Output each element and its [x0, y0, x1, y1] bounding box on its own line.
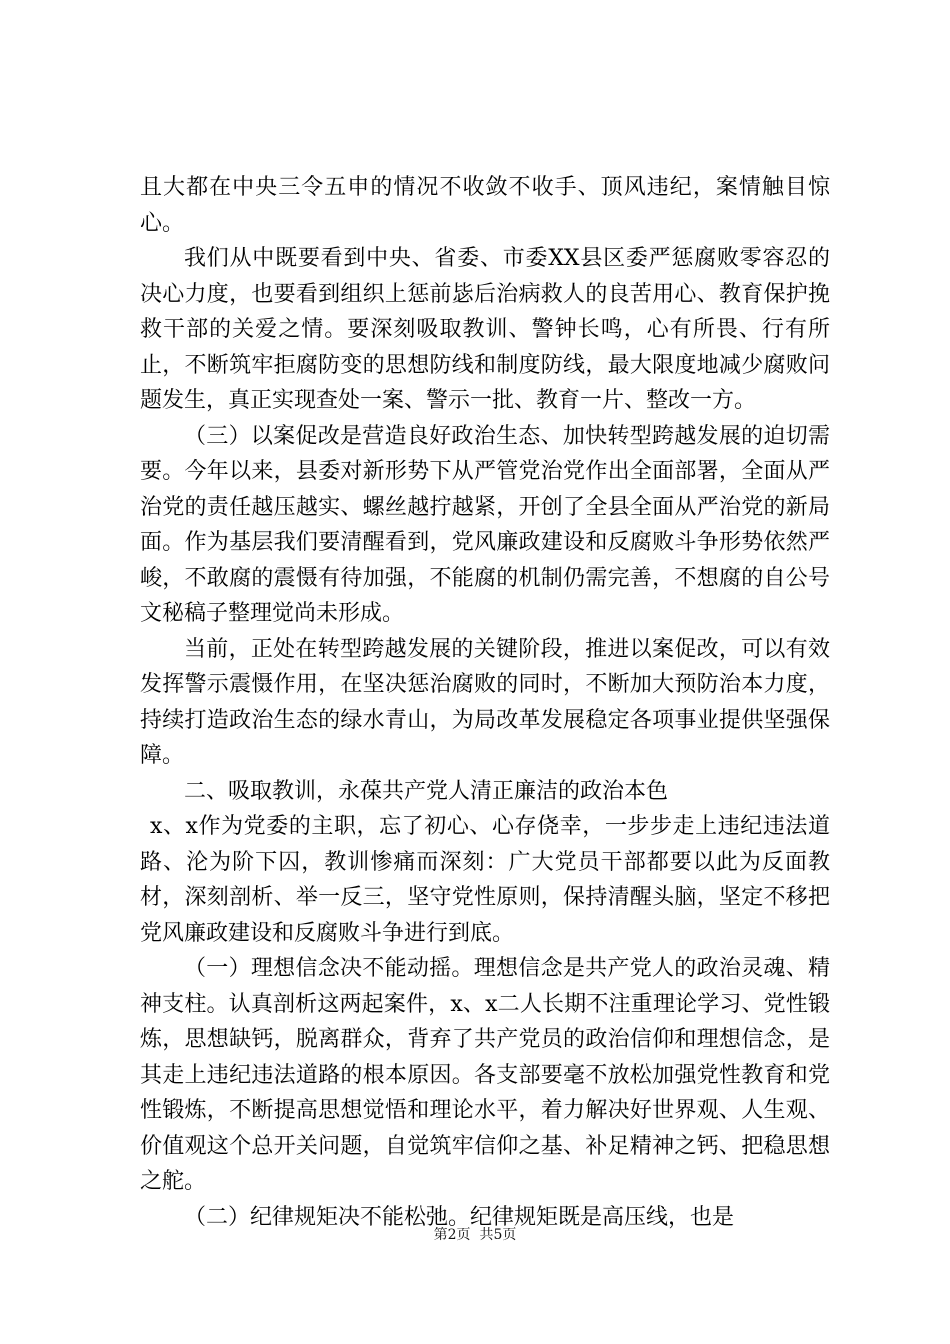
paragraph: 我们从中既要看到中央、省委、市委XX县区委严惩腐败零容忍的决心力度，也要看到组织上惩前毖后治病救人的良苦用心、教育保护挽救干部的关爱之情。要深刻吸取教训、警钟长鸣，心有所畏、行有所止，不断筑牢拒腐防变的思想防线和制度防线，最大限度地减少腐败问题发生，真正实现查处一案、警示一批、教育一片、整改一方。: [140, 246, 830, 413]
paragraph: （二）纪律规矩决不能松弛。纪律规矩既是高压线，也是: [184, 1204, 735, 1230]
paragraph: 当前，正处在转型跨越发展的关键阶段，推进以案促改，可以有效发挥警示震慑作用，在坚决惩治腐败的同时，不断加大预防治本力度，持续打造政治生态的绿水青山，为局改革发展稳定各项事业提供坚强保障。: [140, 636, 830, 768]
paragraph: （一）理想信念决不能动摇。理想信念是共产党人的政治灵魂、精神支柱。认真剖析这两起案件，x、x二人长期不注重理论学习、党性锻炼，思想缺钙，脱离群众，背弃了共产党员的政治信仰和理想信念，是其走上违纪违法道路的根本原因。各支部要毫不放松加强党性教育和党性锻炼，不断提高思想觉悟和理论水平，着力解决好世界观、人生观、价值观这个总开关问题，自觉筑牢信仰之基、补足精神之钙、把稳思想之舵。: [140, 956, 830, 1194]
paragraph: x、x作为党委的主职，忘了初心、心存侥幸，一步步走上违纪违法道路、沦为阶下囚，教训惨痛而深刻：广大党员干部都要以此为反面教材，深刻剖析、举一反三，坚守党性原则，保持清醒头脑，坚定不移把党风廉政建设和反腐败斗争进行到底。: [140, 814, 830, 946]
paragraph: 且大都在中央三令五申的情况不收敛不收手、顶风违纪，案情触目惊心。: [140, 175, 830, 236]
document-body: [140, 170, 830, 1235]
page-footer: [0, 1226, 950, 1244]
section-heading: 二、吸取教训，永葆共产党人清正廉洁的政治本色: [184, 778, 669, 804]
paragraph: （三）以案促改是营造良好政治生态、加快转型跨越发展的迫切需要。今年以来，县委对新形势下从严管党治党作出全面部署，全面从严治党的责任越压越实、螺丝越拧越紧，开创了全县全面从严治党的新局面。作为基层我们要清醒看到，党风廉政建设和反腐败斗争形势依然严峻，不敢腐的震慑有待加强，不能腐的机制仍需完善，不想腐的自公号文秘稿子整理觉尚未形成。: [140, 423, 830, 626]
page-number: 第2页 共5页: [433, 1227, 517, 1243]
